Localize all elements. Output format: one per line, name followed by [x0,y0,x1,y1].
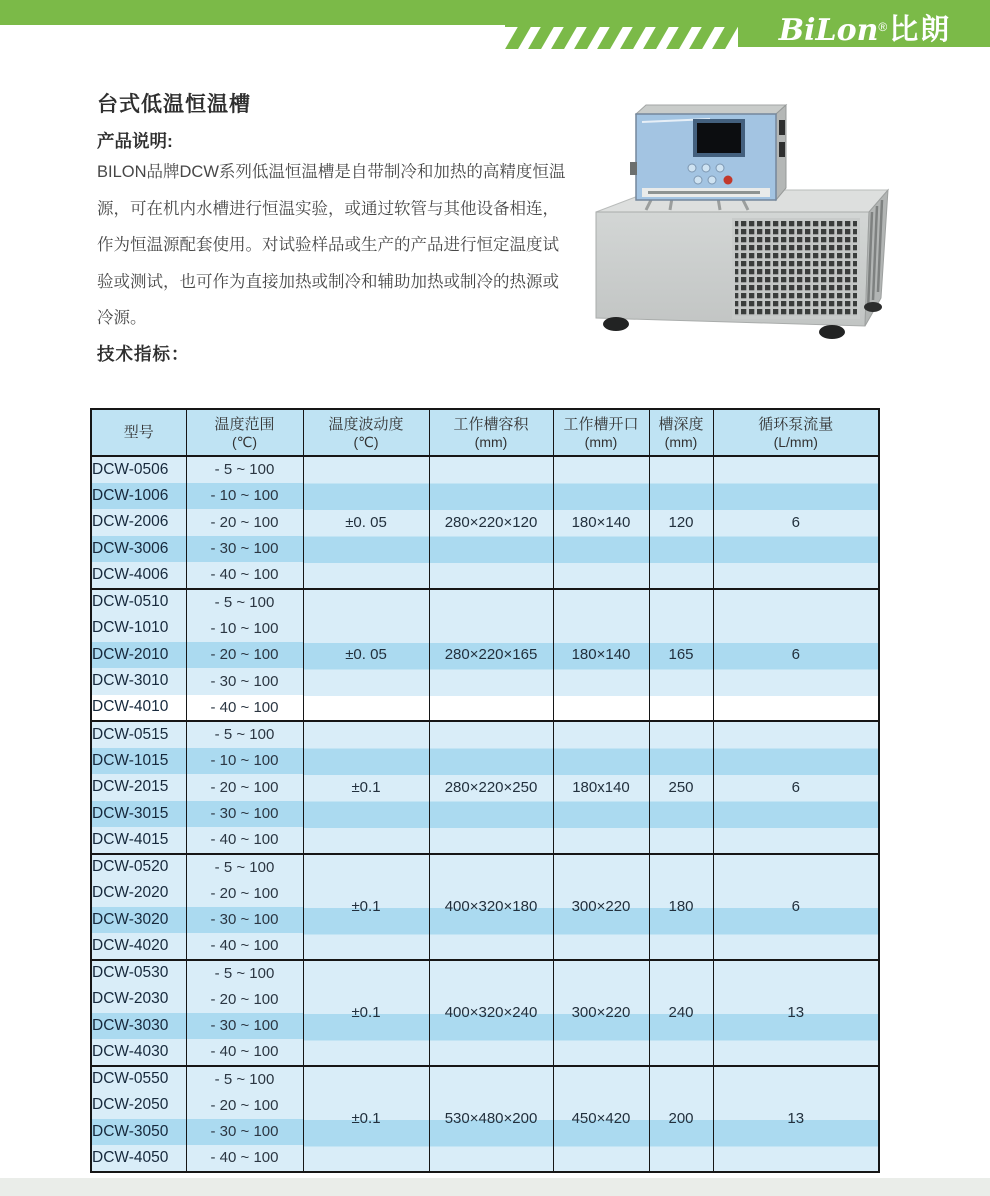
green-mid-band [505,0,750,27]
fluctuation-cell: ±0. 05 [303,456,429,589]
page-bottom-margin [0,1178,990,1196]
volume-cell: 530×480×200 [429,1066,553,1172]
range-cell: - 5 ~ 100 [186,589,303,616]
opening-cell: 180×140 [553,456,649,589]
flow-cell: 13 [713,1066,879,1172]
bilon-logo [752,4,978,50]
range-cell: - 20 ~ 100 [186,986,303,1013]
product-description-heading: 产品说明: [97,131,173,151]
model-cell: DCW-2015 [91,774,186,801]
fluctuation-cell: ±0.1 [303,854,429,960]
flow-cell: 13 [713,960,879,1066]
flow-cell: 6 [713,589,879,722]
column-header-4 [553,409,649,456]
volume-cell: 280×220×250 [429,721,553,854]
fluctuation-cell: ±0. 05 [303,589,429,722]
range-cell: - 30 ~ 100 [186,668,303,695]
diagonal-stripe [528,25,555,49]
logo-cjk-text: 比朗 [889,14,952,46]
diagonal-stripe [643,25,670,49]
table-row [91,589,879,616]
model-cell: DCW-3050 [91,1119,186,1146]
column-header-1 [186,409,303,456]
diagonal-stripe [551,25,578,49]
column-header-label: 工作槽容积 [453,415,529,433]
range-cell: - 5 ~ 100 [186,1066,303,1093]
volume-cell: 400×320×180 [429,854,553,960]
column-header-label: 温度波动度 [328,415,404,433]
fluctuation-cell: ±0.1 [303,960,429,1066]
column-header-unit: (L/mm) [773,433,818,450]
opening-cell: 300×220 [553,960,649,1066]
diagonal-stripe [597,25,624,49]
flow-cell: 6 [713,721,879,854]
model-cell: DCW-1006 [91,483,186,510]
diagonal-stripe [666,25,693,49]
depth-cell: 200 [649,1066,713,1172]
model-cell: DCW-1010 [91,615,186,642]
model-cell: DCW-3020 [91,907,186,934]
model-cell: DCW-0530 [91,960,186,987]
range-cell: - 40 ~ 100 [186,695,303,722]
model-cell: DCW-3015 [91,801,186,828]
range-cell: - 30 ~ 100 [186,801,303,828]
model-cell: DCW-2030 [91,986,186,1013]
volume-cell: 280×220×120 [429,456,553,589]
brand-header [0,0,990,60]
range-cell: - 10 ~ 100 [186,748,303,775]
model-cell: DCW-4006 [91,562,186,589]
column-header-label: 型号 [123,423,154,441]
column-header-2 [303,409,429,456]
description-line: 源，可在机内水槽进行恒温实验，或通过软管与其他设备相连， [97,199,559,218]
column-header-unit: (℃) [353,433,379,450]
volume-cell: 400×320×240 [429,960,553,1066]
range-cell: - 20 ~ 100 [186,880,303,907]
model-cell: DCW-4050 [91,1145,186,1172]
spec-table-container [90,408,880,1173]
column-header-5 [649,409,713,456]
depth-cell: 165 [649,589,713,722]
fluctuation-cell: ±0.1 [303,721,429,854]
volume-cell: 280×220×165 [429,589,553,722]
range-cell: - 20 ~ 100 [186,774,303,801]
description-line: 冷源。 [97,309,147,327]
flow-cell: 6 [713,854,879,960]
spec-table-header [91,409,879,456]
range-cell: - 5 ~ 100 [186,456,303,483]
depth-cell: 240 [649,960,713,1066]
model-cell: DCW-4020 [91,933,186,960]
column-header-label: 循环泵流量 [758,415,834,433]
diagonal-stripe [712,25,739,49]
model-cell: DCW-4010 [91,695,186,722]
depth-cell: 180 [649,854,713,960]
range-cell: - 40 ~ 100 [186,1039,303,1066]
opening-cell: 180×140 [553,589,649,722]
model-cell: DCW-2010 [91,642,186,669]
column-header-6 [713,409,879,456]
opening-cell: 450×420 [553,1066,649,1172]
range-cell: - 10 ~ 100 [186,615,303,642]
range-cell: - 20 ~ 100 [186,642,303,669]
opening-cell: 300×220 [553,854,649,960]
table-row [91,1066,879,1093]
logo-latin-text: BiLon [778,13,879,48]
column-header-unit: (℃) [231,433,258,450]
table-row [91,854,879,881]
model-cell: DCW-0520 [91,854,186,881]
diagonal-stripe [620,25,647,49]
flow-cell: 6 [713,456,879,589]
product-description [97,154,602,337]
model-cell: DCW-1015 [91,748,186,775]
model-cell: DCW-4015 [91,827,186,854]
range-cell: - 30 ~ 100 [186,1119,303,1146]
description-line: 验或测试，也可作为直接加热或制冷和辅助加热或制冷的热源或 [97,272,559,291]
table-row [91,960,879,987]
diagonal-stripe [689,25,716,49]
model-cell: DCW-0506 [91,456,186,483]
range-cell: - 20 ~ 100 [186,509,303,536]
column-header-unit: (mm) [584,433,618,450]
column-header-3 [429,409,553,456]
depth-cell: 120 [649,456,713,589]
depth-cell: 250 [649,721,713,854]
range-cell: - 30 ~ 100 [186,1013,303,1040]
model-cell: DCW-0515 [91,721,186,748]
range-cell: - 40 ~ 100 [186,562,303,589]
range-cell: - 5 ~ 100 [186,854,303,881]
description-line: 作为恒温源配套使用。对试验样品或生产的产品进行恒定温度试 [97,236,559,254]
fluctuation-cell: ±0.1 [303,1066,429,1172]
spec-section-heading: 技术指标： [97,344,190,364]
model-cell: DCW-2050 [91,1092,186,1119]
range-cell: - 40 ~ 100 [186,1145,303,1172]
model-cell: DCW-3030 [91,1013,186,1040]
model-cell: DCW-0550 [91,1066,186,1093]
range-cell: - 5 ~ 100 [186,721,303,748]
range-cell: - 30 ~ 100 [186,536,303,563]
range-cell: - 40 ~ 100 [186,827,303,854]
model-cell: DCW-3010 [91,668,186,695]
model-cell: DCW-2020 [91,880,186,907]
page-title: 台式低温恒温槽 [97,93,251,116]
range-cell: - 10 ~ 100 [186,483,303,510]
range-cell: - 20 ~ 100 [186,1092,303,1119]
model-cell: DCW-3006 [91,536,186,563]
range-cell: - 30 ~ 100 [186,907,303,934]
table-row [91,721,879,748]
table-row [91,456,879,483]
model-cell: DCW-4030 [91,1039,186,1066]
product-photo [580,100,975,340]
model-cell: DCW-0510 [91,589,186,616]
opening-cell: 180x140 [553,721,649,854]
registered-mark-icon: ® [878,20,888,34]
column-header-unit: (mm) [664,433,698,450]
column-header-unit: (mm) [474,433,508,450]
column-header-label: 槽深度 [658,415,704,433]
diagonal-stripe [574,25,601,49]
model-cell: DCW-2006 [91,509,186,536]
column-header-label: 温度范围 [214,415,275,433]
description-line: BILON品牌DCW系列低温恒温槽是自带制冷和加热的高精度恒温 [97,163,566,181]
column-header-0 [91,409,186,456]
range-cell: - 5 ~ 100 [186,960,303,987]
range-cell: - 40 ~ 100 [186,933,303,960]
spec-table [90,408,880,1173]
column-header-label: 工作槽开口 [563,415,639,433]
diagonal-stripe [505,25,532,49]
